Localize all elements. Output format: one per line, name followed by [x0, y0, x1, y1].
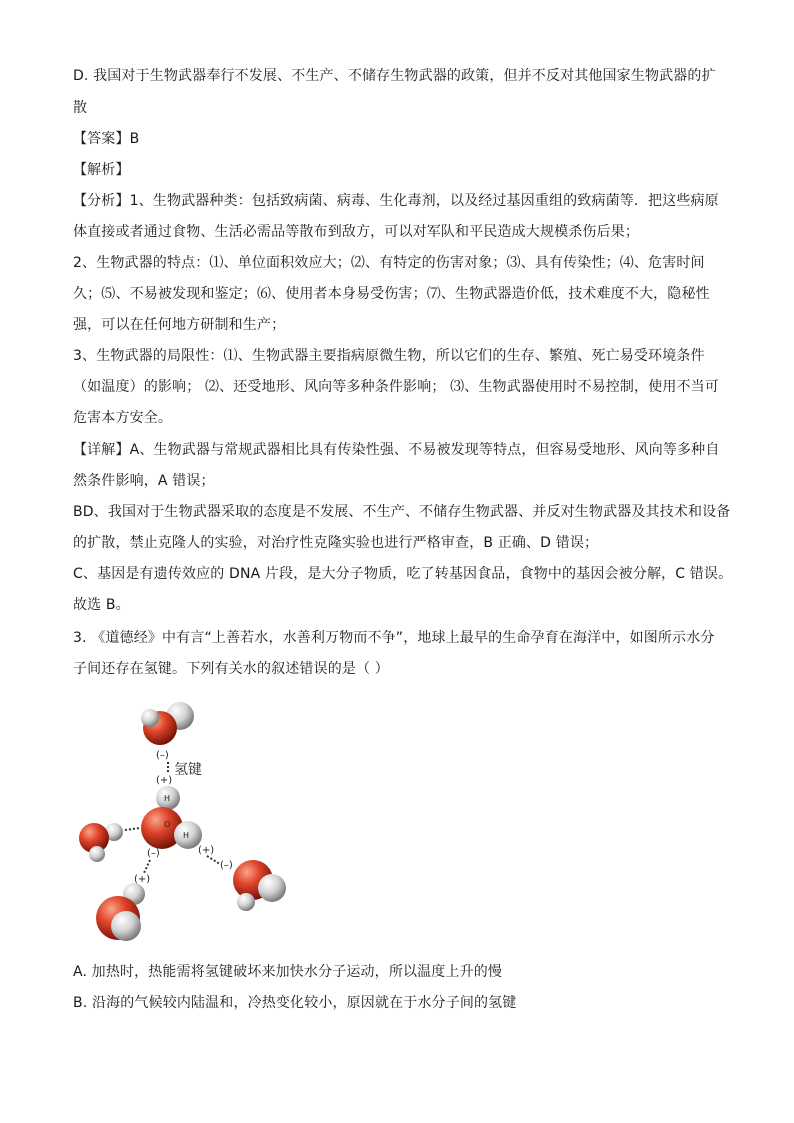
option-a: A. 加热时，热能需将氢键破坏来加快水分子运动，所以温度上升的慢 [73, 964, 503, 980]
option-b: B. 沿海的气候较内陆温和，冷热变化较小，原因就在于水分子间的氢键 [73, 995, 517, 1011]
analysis-line-3: 2、生物武器的特点：⑴、单位面积效应大；⑵、有特定的伤害对象；⑶、具有传染性；⑷、危害时间 [73, 255, 705, 271]
right-plus-sign: (+) [198, 845, 215, 856]
analysis-line-5: 强，可以在任何地方研制和生产； [73, 317, 286, 333]
top-plus-sign: (+) [156, 775, 173, 786]
detail-line-6: 故选 B。 [73, 597, 130, 613]
detail-line-4: 的扩散，禁止克隆人的实验，对治疗性克隆实验也进行严格审查，B 正确、D 错误； [73, 535, 599, 551]
water-molecule-bottom [96, 883, 145, 941]
analysis-line-8: 危害本方安全。 [73, 410, 173, 426]
water-molecule-center [141, 786, 202, 849]
analysis-line-7: （如温度）的影响； ⑵、还受地形、风向等多种条件影响； ⑶、生物武器使用时不易控制，使用不当可 [73, 379, 719, 395]
detail-line-3: BD、我国对于生物武器采取的态度是不发展、不生产、不储存生物武器、并反对生物武器及其技术和设备 [73, 504, 731, 520]
hydrogen-bond-label: 氢键 [174, 762, 202, 778]
right-minus-sign: (–) [220, 860, 233, 871]
option-d-line-2: 散 [73, 100, 88, 116]
atom-h-right-label: H [183, 831, 190, 840]
analysis-line-6: 3、生物武器的局限性：⑴、生物武器主要指病原微生物，所以它们的生存、繁殖、死亡易受环境条件 [73, 348, 705, 364]
analysis-line-4: 久；⑸、不易被发现和鉴定；⑹、使用者本身易受伤害；⑺、生物武器造价低，技术难度不大，隐秘性 [73, 286, 710, 302]
water-molecule-top [141, 702, 194, 745]
water-molecule-left [79, 823, 123, 862]
water-hydrogen-bond-figure [70, 690, 310, 950]
detail-line-1: 【详解】A、生物武器与常规武器相比具有传染性强、不易被发现等特点，但容易受地形、风向等多种自 [73, 442, 720, 458]
detail-line-2: 然条件影响，A 错误； [73, 473, 215, 489]
bottom-plus-sign: (+) [134, 874, 151, 885]
bottom-minus-sign: (–) [147, 848, 160, 859]
analysis-heading: 【解析】 [73, 162, 130, 178]
atom-o-label: O [164, 820, 171, 829]
top-minus-sign: (–) [156, 750, 169, 761]
detail-line-5: C、基因是有遗传效应的 DNA 片段，是大分子物质，吃了转基因食品，食物中的基因会被分解，C 错误。 [73, 566, 733, 582]
water-molecule-right [233, 860, 286, 911]
option-d-line-1: D. 我国对于生物武器奉行不发展、不生产、不储存生物武器的政策，但并不反对其他国家生物武器的扩 [73, 68, 716, 84]
question-3-line-1: 3. 《道德经》中有言“上善若水，水善利万物而不争”，地球上最早的生命孕育在海洋中，如图所示水分 [73, 630, 715, 646]
answer-label: 【答案】B [73, 131, 140, 147]
analysis-line-1: 【分析】1、生物武器种类：包括致病菌、病毒、生化毒剂，以及经过基因重组的致病菌等．把这些病原 [73, 193, 719, 209]
atom-h-top-label: H [164, 794, 171, 803]
analysis-line-2: 体直接或者通过食物、生活必需品等散布到敌方，可以对军队和平民造成大规模杀伤后果； [73, 224, 639, 240]
question-3-line-2: 子间还存在氢键。下列有关水的叙述错误的是（ ） [73, 661, 389, 677]
